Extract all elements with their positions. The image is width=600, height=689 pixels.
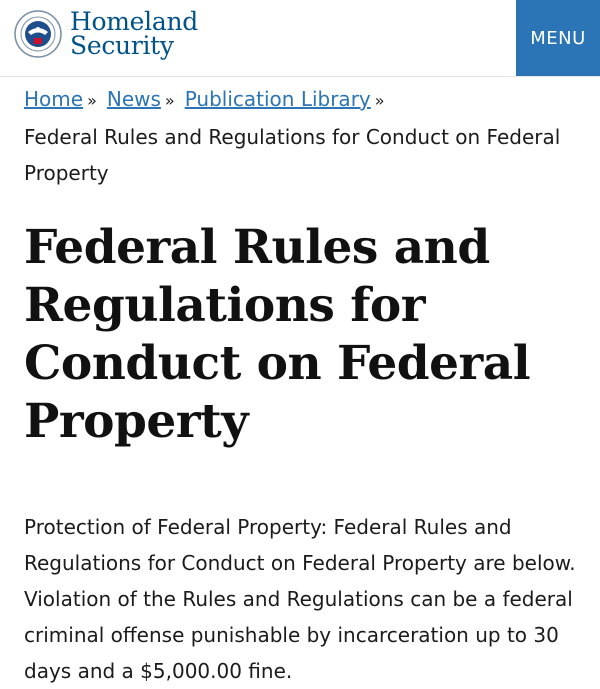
intro-paragraph: Protection of Federal Property: Federal Rules and Regulations for Conduct on Federal Property are below. Violation of the Rules and Regulations can be a federal criminal offense punishable by incarceration up to 30 days and a $5,000.00 fine.: [24, 515, 576, 683]
breadcrumb-separator: »: [87, 91, 97, 110]
breadcrumb-separator: »: [374, 91, 385, 110]
breadcrumb-publication-library-link[interactable]: Publication Library: [184, 87, 371, 111]
breadcrumb-separator: »: [164, 91, 175, 110]
wordmark-line-1: Homeland: [70, 7, 198, 36]
site-header: [0, 0, 600, 77]
dhs-wordmark: [70, 7, 198, 60]
breadcrumb: [0, 77, 600, 191]
breadcrumb-news-link[interactable]: News: [106, 87, 161, 111]
dhs-seal-icon: [14, 10, 62, 58]
wordmark-line-2: Security: [70, 31, 174, 60]
menu-button[interactable]: MENU: [516, 0, 600, 76]
dhs-logo-link[interactable]: [14, 7, 198, 60]
page-title: Federal Rules and Regulations for Conduct on Federal Property: [24, 220, 531, 449]
breadcrumb-home-link[interactable]: Home: [24, 87, 84, 111]
breadcrumb-current-page: Federal Rules and Regulations for Conduct on Federal Property: [24, 125, 561, 185]
